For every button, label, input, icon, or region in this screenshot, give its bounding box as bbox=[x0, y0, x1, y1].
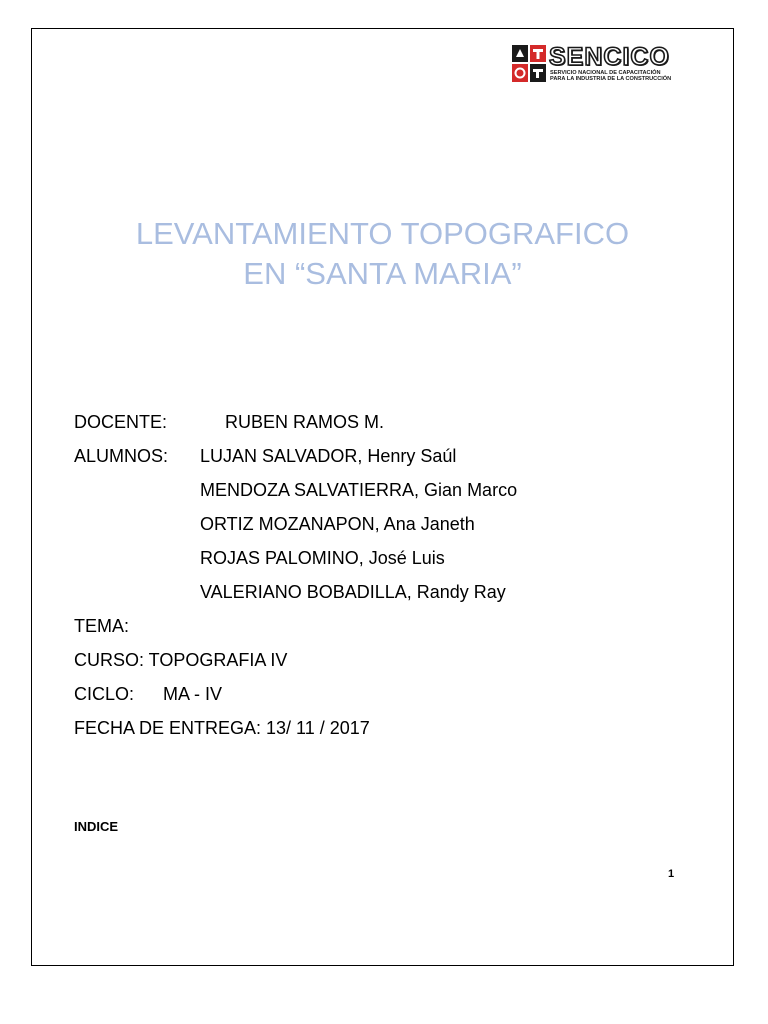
alumno-name: ROJAS PALOMINO, José Luis bbox=[200, 548, 445, 568]
indice-heading: INDICE bbox=[74, 819, 119, 834]
alumnos-label: ALUMNOS: bbox=[74, 446, 169, 466]
alumno-name: MENDOZA SALVATIERRA, Gian Marco bbox=[200, 480, 518, 500]
docente-value: RUBEN RAMOS M. bbox=[225, 412, 385, 432]
sencico-logo bbox=[512, 45, 678, 85]
ciclo-label: CICLO: bbox=[74, 684, 135, 704]
logo-subtitle-line1: SERVICIO NACIONAL DE CAPACITACIÓN bbox=[550, 70, 661, 76]
docente-label: DOCENTE: bbox=[74, 412, 168, 432]
alumno-name: VALERIANO BOBADILLA, Randy Ray bbox=[200, 582, 506, 602]
alumno-name: ORTIZ MOZANAPON, Ana Janeth bbox=[200, 514, 475, 534]
curso-line: CURSO: TOPOGRAFIA IV bbox=[74, 650, 288, 670]
logo-wordmark: SENCICO bbox=[549, 43, 670, 71]
page-number: 1 bbox=[668, 868, 675, 880]
fecha-entrega: FECHA DE ENTREGA: 13/ 11 / 2017 bbox=[74, 718, 370, 738]
tema-label: TEMA: bbox=[74, 616, 130, 636]
ciclo-value: MA - IV bbox=[163, 684, 223, 704]
alumno-name: LUJAN SALVADOR, Henry Saúl bbox=[200, 446, 457, 466]
title-line-2: EN “SANTA MARIA” bbox=[243, 256, 522, 291]
title-line-1: LEVANTAMIENTO TOPOGRAFICO bbox=[135, 216, 630, 251]
logo-subtitle bbox=[550, 70, 680, 83]
logo-subtitle-line2: PARA LA INDUSTRIA DE LA CONSTRUCCIÓN bbox=[550, 76, 672, 83]
document-title bbox=[31, 214, 734, 294]
sencico-emblem-icon bbox=[512, 45, 546, 82]
